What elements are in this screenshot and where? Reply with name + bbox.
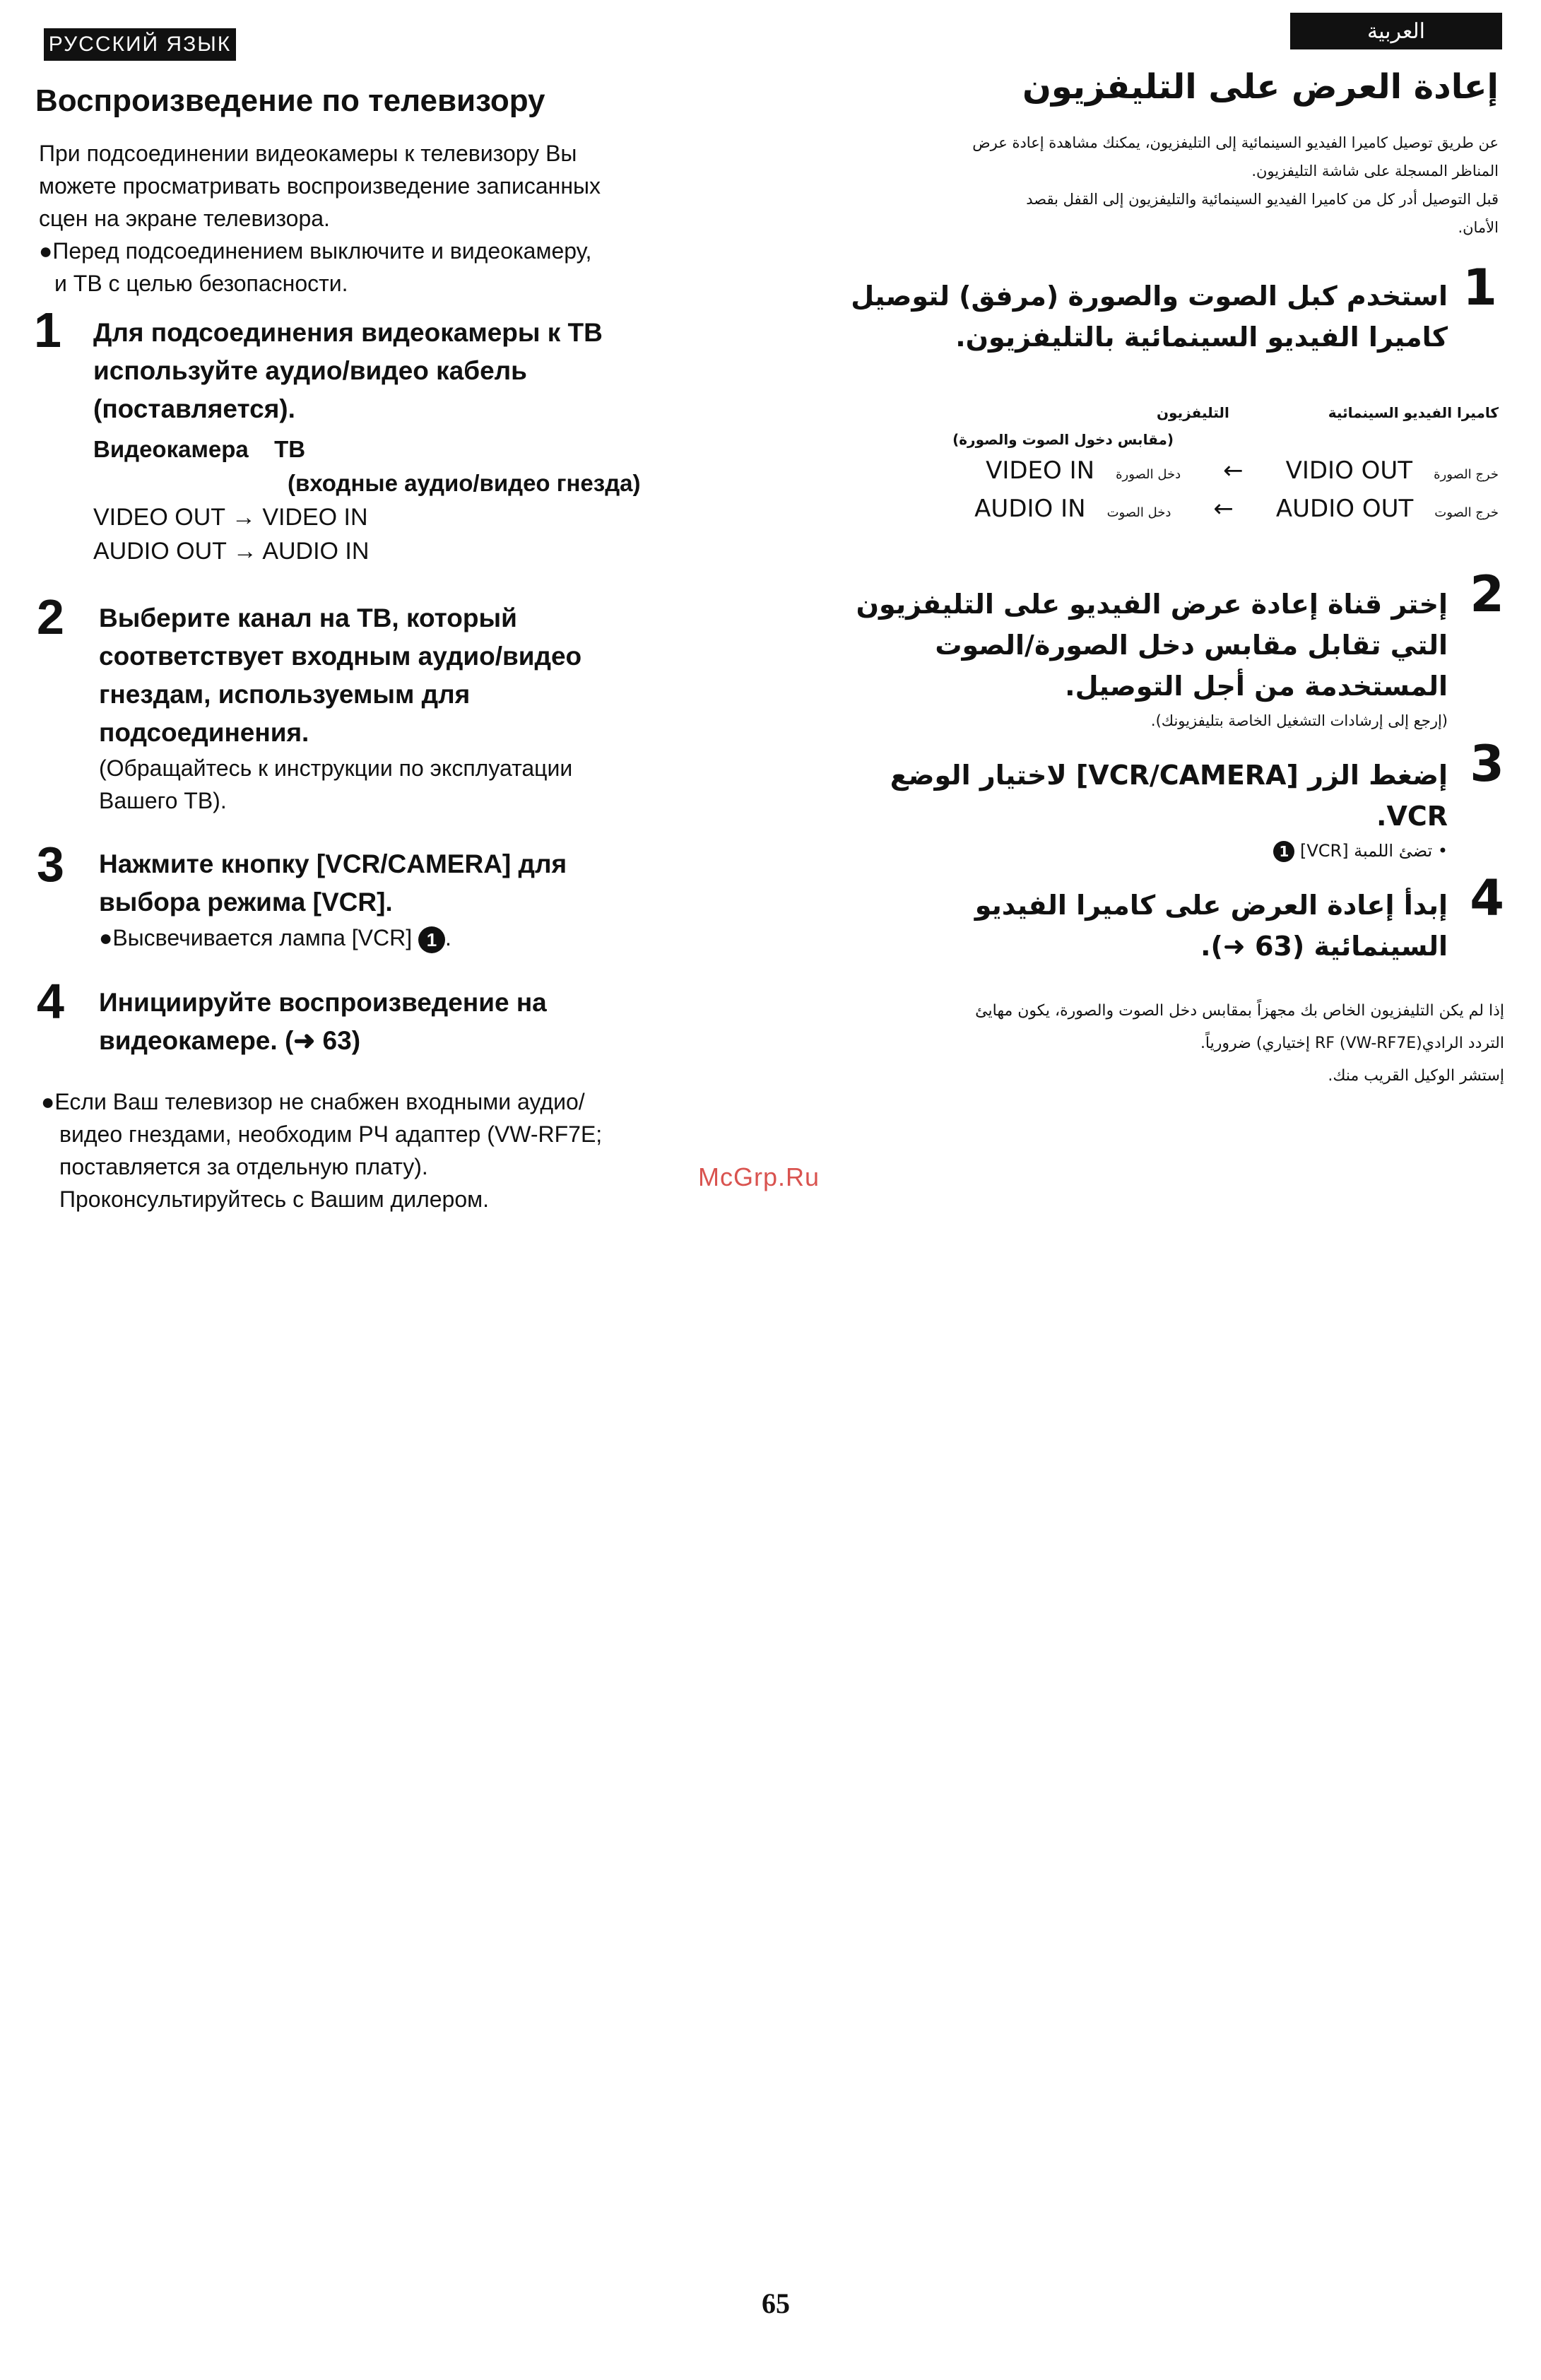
ru-table-head-camera: Видеокамера	[93, 436, 249, 462]
ar-input-label: دخل الصورة	[1116, 467, 1181, 482]
language-tag-arabic: العربية	[1290, 13, 1502, 49]
ar-intro-line: الأمان.	[1458, 219, 1499, 236]
ar-table-head-tv: التليفزيون	[1156, 404, 1229, 421]
ar-intro-line: عن طريق توصيل كاميرا الفيديو السينمائية إلى التليفزيون، يمكنك مشاهدة إعادة عرض	[972, 134, 1499, 151]
indicator-number-icon: 1	[1273, 841, 1294, 862]
ar-arrow: ←	[1213, 495, 1234, 523]
ru-connection-table	[93, 432, 743, 568]
page-number: 65	[762, 2287, 790, 2319]
ru-step-line: выбора режима [VCR].	[99, 888, 393, 917]
ar-intro-line: المناظر المسجلة على شاشة التليفزيون.	[1251, 163, 1499, 179]
ru-step-sub: (Обращайтесь к инструкции по эксплуатации	[99, 755, 573, 781]
ru-intro-line: сцен на экране телевизора.	[39, 206, 330, 231]
ar-step-1-heading	[826, 276, 1448, 358]
ru-page-title: Воспроизведение по телевизору	[35, 83, 545, 118]
ru-step-number: 1	[34, 302, 61, 358]
ru-safety-note	[39, 235, 731, 300]
ar-step-line: السينمائية (63 ➜).	[1200, 931, 1448, 962]
ru-step-line: видеокамере. (➜ 63)	[99, 1026, 361, 1055]
ru-table-head-tv-sub: (входные аудио/видео гнезда)	[288, 470, 641, 496]
watermark: McGrp.Ru	[698, 1162, 820, 1191]
language-tag-russian: РУССКИЙ ЯЗЫК	[44, 28, 236, 61]
ru-intro-line: можете просматривать воспроизведение записанных	[39, 173, 601, 199]
ar-intro	[820, 129, 1499, 242]
ar-step-sub: (إرجع إلى إرشادات التشغيل الخاصة بتليفزيونك).	[1150, 712, 1448, 729]
ar-input-jack: AUDIO IN	[974, 495, 1086, 523]
ru-footer-line: видео гнездами, необходим РЧ адаптер (VW-RF7E;	[59, 1121, 603, 1147]
ar-step-4-heading	[826, 885, 1448, 967]
ru-step-number: 4	[37, 974, 64, 1029]
ar-intro-line: قبل التوصيل أدر كل من كاميرا الفيديو السينمائية والتليفزيون إلى القفل بقصد	[1026, 191, 1499, 208]
ru-step-line: (поставляется).	[93, 394, 295, 423]
ar-step-line: كاميرا الفيديو السينمائية بالتليفزيون.	[955, 322, 1448, 353]
ar-output-label: خرج الصوت	[1434, 505, 1499, 520]
ar-step-3	[826, 755, 1448, 865]
ar-step-sub: • تضئ اللمبة [VCR]	[1299, 841, 1448, 861]
ar-footer-line: إستشر الوكيل القريب منك.	[1328, 1067, 1504, 1085]
ru-footer-line: поставляется за отдельную плату).	[59, 1154, 428, 1179]
ar-footer-line: التردد الراديRF (VW-RF7E) إختياري) ضرورياً.	[1200, 1035, 1504, 1052]
ru-step-line: Инициируйте воспроизведение на	[99, 988, 547, 1017]
ru-step-sub: Вашего ТВ).	[99, 788, 227, 813]
ar-step-line: استخدم كبل الصوت والصورة (مرفق) لتوصيل	[851, 281, 1448, 312]
indicator-number-icon: 1	[418, 926, 445, 953]
ar-footer-line: إذا لم يكن التليفزيون الخاص بك مجهزاً بمقابس دخل الصوت والصورة، يكون مهايئ	[975, 1002, 1504, 1020]
ru-footer-line: Проконсультируйтесь с Вашим дилером.	[59, 1186, 490, 1212]
ru-arrow: →	[231, 504, 256, 531]
ar-step-number: 1	[1463, 259, 1497, 317]
ru-step-1-heading	[93, 314, 743, 428]
ar-step-line: إختر قناة إعادة عرض الفيديو على التليفزيون	[856, 589, 1448, 620]
ar-step-line: إبدأ إعادة العرض على كاميرا الفيديو	[974, 890, 1448, 921]
ar-step-line: VCR.	[1376, 801, 1448, 832]
ar-output-jack: AUDIO OUT	[1275, 495, 1414, 523]
ru-step-3: Нажмите кнопку [VCR/CAMERA] для выбора режима [VCR]. ●Высвечивается лампа [VCR] 1 .	[99, 845, 749, 954]
ar-table-head-camera: كاميرا الفيديو السينمائية	[1328, 404, 1499, 421]
ru-note-line: ●Перед подсоединением выключите и видеокамеру,	[39, 238, 592, 264]
ar-footer-note	[826, 995, 1504, 1092]
ru-output-jack: AUDIO OUT	[93, 538, 227, 565]
ar-table-row	[863, 492, 1499, 530]
ru-step-line: гнездам, используемым для	[99, 680, 471, 709]
ru-step-line: подсоединения.	[99, 718, 309, 747]
ru-arrow: →	[232, 538, 257, 565]
ru-footer-line: ●Если Ваш телевизор не снабжен входными аудио/	[41, 1089, 585, 1114]
ru-output-jack: VIDEO OUT	[93, 504, 225, 531]
ar-step-line: المستخدمة من أجل التوصيل.	[1065, 671, 1448, 702]
ar-page-title: إعادة العرض على التليفزيون	[1022, 67, 1499, 107]
ar-step-number: 2	[1470, 565, 1504, 623]
ru-step-number: 2	[37, 589, 64, 644]
ru-step-4-heading	[99, 984, 749, 1060]
ru-step-line: соответствует входным аудио/видео	[99, 642, 582, 671]
ar-step-number: 3	[1470, 735, 1504, 793]
ar-input-label: دخل الصوت	[1106, 505, 1171, 520]
ar-step-line: التي تقابل مقابس دخل الصورة/الصوت	[935, 630, 1448, 661]
ru-step-sub: ●Высвечивается лампа [VCR]	[99, 925, 413, 950]
ar-input-jack: VIDEO IN	[986, 456, 1095, 485]
ru-table-row	[93, 534, 743, 568]
ar-output-label: خرج الصورة	[1434, 467, 1499, 482]
ar-output-jack: VIDIO OUT	[1285, 456, 1413, 485]
ru-footer-note	[41, 1085, 733, 1215]
ar-step-2	[826, 584, 1448, 735]
ru-step-2	[99, 599, 749, 817]
ru-input-jack: VIDEO IN	[262, 504, 368, 531]
ru-table-head-tv: ТВ	[274, 436, 306, 462]
ru-step-line: Для подсоединения видеокамеры к ТВ	[93, 318, 603, 347]
ru-step-line: используйте аудио/видео кабель	[93, 356, 527, 385]
ru-intro	[39, 137, 731, 235]
ru-table-row	[93, 500, 743, 534]
ru-step-line: Выберите канал на ТВ, который	[99, 603, 517, 632]
ar-connection-table	[863, 404, 1499, 530]
ar-step-number: 4	[1470, 869, 1504, 927]
ru-input-jack: AUDIO IN	[262, 538, 370, 565]
ru-step-line: Нажмите кнопку [VCR/CAMERA] для	[99, 849, 567, 878]
ar-table-head-tv-sub: (مقابس دخول الصوت والصورة)	[952, 431, 1174, 448]
ru-step-number: 3	[37, 837, 64, 892]
ru-intro-line: При подсоединении видеокамеры к телевизору Вы	[39, 141, 577, 166]
ar-step-line: إضغط الزر [VCR/CAMERA] لاختيار الوضع	[890, 760, 1448, 791]
ru-note-line: и ТВ с целью безопасности.	[54, 271, 348, 296]
ar-table-row	[863, 454, 1499, 492]
ar-arrow: ←	[1223, 456, 1244, 485]
